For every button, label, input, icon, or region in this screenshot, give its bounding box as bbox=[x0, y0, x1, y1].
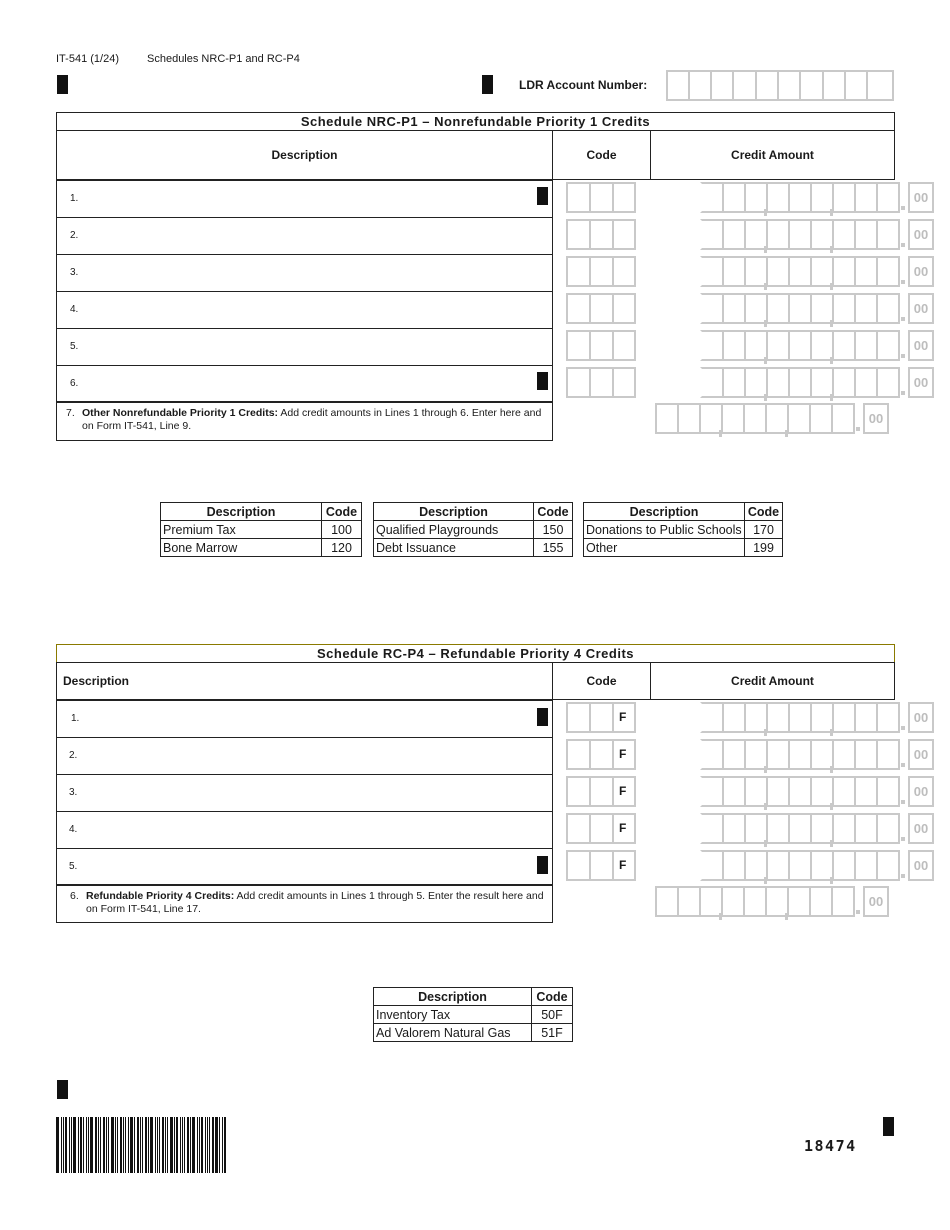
rc-line-amount-input[interactable] bbox=[700, 776, 900, 807]
table-row bbox=[374, 539, 573, 557]
decimal-mark bbox=[901, 206, 905, 210]
rc-line-cents: 00 bbox=[908, 776, 934, 807]
rc-total-desc: Add credit amounts in Lines 1 through 5. Enter the result here and on Form IT-541, Line 17. bbox=[86, 890, 544, 915]
nrc-line-row[interactable] bbox=[56, 217, 553, 255]
registration-mark bbox=[883, 1117, 894, 1136]
nrc-line-code-input[interactable] bbox=[566, 293, 636, 324]
nrc-line-number: 2. bbox=[70, 230, 79, 241]
rc-col-description: Description bbox=[63, 674, 130, 688]
nrc-code-desc: Qualified Playgrounds bbox=[374, 521, 534, 539]
nrc-line-cents: 00 bbox=[908, 219, 934, 250]
comma-mark bbox=[764, 320, 767, 327]
comma-mark bbox=[830, 320, 833, 327]
rc-line-code-suffix: F bbox=[619, 747, 627, 761]
rc-line-number: 3. bbox=[69, 787, 78, 798]
comma-mark bbox=[764, 877, 767, 884]
rc-code-value: 50F bbox=[531, 1006, 572, 1024]
rc-code-table bbox=[373, 987, 573, 1042]
ldr-account-input[interactable] bbox=[666, 70, 894, 101]
rc-total-amount-input[interactable] bbox=[655, 886, 855, 917]
rc-code-desc: Ad Valorem Natural Gas bbox=[374, 1024, 532, 1042]
nrc-code-table-code-header: Code bbox=[534, 503, 573, 521]
nrc-code-desc: Bone Marrow bbox=[161, 539, 322, 557]
rc-line-row[interactable] bbox=[56, 848, 553, 886]
comma-mark bbox=[764, 283, 767, 290]
nrc-line-number: 1. bbox=[70, 193, 79, 204]
table-row bbox=[161, 521, 362, 539]
decimal-mark bbox=[856, 427, 860, 431]
comma-mark bbox=[785, 913, 788, 920]
form-number: 18474 bbox=[804, 1137, 857, 1155]
rc-line-number: 4. bbox=[69, 824, 78, 835]
nrc-total-cents: 00 bbox=[863, 403, 889, 434]
nrc-code-value: 199 bbox=[745, 539, 783, 557]
rc-line-code-suffix: F bbox=[619, 784, 627, 798]
rc-total-text bbox=[86, 890, 546, 916]
comma-mark bbox=[764, 729, 767, 736]
nrc-line-amount-input[interactable] bbox=[700, 367, 900, 398]
comma-mark bbox=[830, 394, 833, 401]
nrc-line-cents: 00 bbox=[908, 367, 934, 398]
nrc-line-cents: 00 bbox=[908, 330, 934, 361]
rc-code-value: 51F bbox=[531, 1024, 572, 1042]
rc-line-row[interactable] bbox=[56, 774, 553, 812]
comma-mark bbox=[830, 766, 833, 773]
nrc-line-number: 4. bbox=[70, 304, 79, 315]
rc-code-table-desc-header: Description bbox=[374, 988, 532, 1006]
comma-mark bbox=[830, 283, 833, 290]
nrc-code-value: 150 bbox=[534, 521, 573, 539]
registration-mark bbox=[57, 1080, 68, 1099]
rc-col-amount: Credit Amount bbox=[731, 674, 814, 688]
table-row bbox=[374, 521, 573, 539]
table-row bbox=[584, 539, 783, 557]
nrc-line-code-input[interactable] bbox=[566, 219, 636, 250]
registration-mark bbox=[537, 708, 548, 726]
rc-line-row[interactable] bbox=[56, 811, 553, 849]
decimal-mark bbox=[901, 243, 905, 247]
comma-mark bbox=[764, 840, 767, 847]
nrc-col-amount: Credit Amount bbox=[731, 148, 814, 162]
nrc-line-amount-input[interactable] bbox=[700, 330, 900, 361]
comma-mark bbox=[764, 766, 767, 773]
rc-line-number: 5. bbox=[69, 861, 78, 872]
nrc-code-table bbox=[373, 502, 573, 557]
nrc-code-table bbox=[583, 502, 783, 557]
nrc-line-row[interactable] bbox=[56, 180, 553, 218]
rc-line-amount-input[interactable] bbox=[700, 739, 900, 770]
nrc-line-cents: 00 bbox=[908, 182, 934, 213]
nrc-line-row[interactable] bbox=[56, 254, 553, 292]
nrc-code-table-desc-header: Description bbox=[374, 503, 534, 521]
nrc-line-code-input[interactable] bbox=[566, 256, 636, 287]
nrc-code-table-code-header: Code bbox=[322, 503, 362, 521]
nrc-line-cents: 00 bbox=[908, 256, 934, 287]
rc-code-desc: Inventory Tax bbox=[374, 1006, 532, 1024]
nrc-total-amount-input[interactable] bbox=[655, 403, 855, 434]
nrc-line-row[interactable] bbox=[56, 365, 553, 403]
decimal-mark bbox=[901, 317, 905, 321]
registration-mark bbox=[57, 75, 68, 94]
rc-line-amount-input[interactable] bbox=[700, 813, 900, 844]
rc-total-bold: Refundable Priority 4 Credits: bbox=[86, 890, 235, 902]
comma-mark bbox=[764, 246, 767, 253]
nrc-code-value: 170 bbox=[745, 521, 783, 539]
rc-line-cents: 00 bbox=[908, 739, 934, 770]
rc-line-row[interactable] bbox=[56, 737, 553, 775]
nrc-code-table-code-header: Code bbox=[745, 503, 783, 521]
rc-total-num: 6. bbox=[70, 890, 79, 902]
form-id: IT-541 (1/24) bbox=[56, 53, 119, 65]
barcode bbox=[56, 1117, 228, 1173]
table-row bbox=[374, 1006, 573, 1024]
nrc-code-desc: Debt Issuance bbox=[374, 539, 534, 557]
nrc-line-number: 6. bbox=[70, 378, 79, 389]
rc-line-number: 1. bbox=[71, 713, 80, 724]
nrc-col-code: Code bbox=[586, 148, 617, 162]
nrc-line-number: 5. bbox=[70, 341, 79, 352]
rc-line-cents: 00 bbox=[908, 813, 934, 844]
registration-mark bbox=[537, 187, 548, 205]
nrc-code-value: 155 bbox=[534, 539, 573, 557]
decimal-mark bbox=[901, 874, 905, 878]
nrc-total-desc: Add credit amounts in Lines 1 through 6. Enter here and on Form IT-541, Line 9. bbox=[82, 407, 542, 432]
rc-title: Schedule RC-P4 – Refundable Priority 4 Credits bbox=[56, 644, 895, 663]
rc-line-cents: 00 bbox=[908, 850, 934, 881]
rc-line-amount-input[interactable] bbox=[700, 702, 900, 733]
nrc-code-desc: Other bbox=[584, 539, 745, 557]
comma-mark bbox=[785, 430, 788, 437]
decimal-mark bbox=[901, 763, 905, 767]
rc-line-code-suffix: F bbox=[619, 858, 627, 872]
rc-line-cents: 00 bbox=[908, 702, 934, 733]
decimal-mark bbox=[901, 280, 905, 284]
ldr-account-label: LDR Account Number: bbox=[519, 78, 648, 92]
comma-mark bbox=[830, 803, 833, 810]
nrc-line-amount-input[interactable] bbox=[700, 293, 900, 324]
nrc-code-table-desc-header: Description bbox=[584, 503, 745, 521]
comma-mark bbox=[830, 246, 833, 253]
decimal-mark bbox=[901, 391, 905, 395]
comma-mark bbox=[830, 877, 833, 884]
nrc-line-code-input[interactable] bbox=[566, 367, 636, 398]
decimal-mark bbox=[856, 910, 860, 914]
nrc-line-amount-input[interactable] bbox=[700, 256, 900, 287]
nrc-line-row[interactable] bbox=[56, 291, 553, 329]
nrc-total-text bbox=[82, 407, 546, 433]
rc-col-code: Code bbox=[586, 674, 617, 688]
table-row bbox=[584, 521, 783, 539]
comma-mark bbox=[719, 913, 722, 920]
form-title: Schedules NRC-P1 and RC-P4 bbox=[147, 53, 300, 65]
table-row bbox=[374, 1024, 573, 1042]
nrc-line-code-input[interactable] bbox=[566, 330, 636, 361]
nrc-col-description: Description bbox=[271, 148, 338, 162]
nrc-line-row[interactable] bbox=[56, 328, 553, 366]
table-row bbox=[161, 539, 362, 557]
decimal-mark bbox=[901, 354, 905, 358]
nrc-total-num: 7. bbox=[66, 407, 75, 419]
rc-line-row[interactable] bbox=[56, 700, 553, 738]
comma-mark bbox=[830, 729, 833, 736]
nrc-code-value: 120 bbox=[322, 539, 362, 557]
rc-code-table-code-header: Code bbox=[531, 988, 572, 1006]
decimal-mark bbox=[901, 726, 905, 730]
decimal-mark bbox=[901, 800, 905, 804]
comma-mark bbox=[830, 357, 833, 364]
rc-line-number: 2. bbox=[69, 750, 78, 761]
nrc-line-cents: 00 bbox=[908, 293, 934, 324]
nrc-total-bold: Other Nonrefundable Priority 1 Credits: bbox=[82, 407, 279, 419]
registration-mark bbox=[537, 372, 548, 390]
comma-mark bbox=[830, 209, 833, 216]
rc-description-header bbox=[56, 662, 553, 700]
nrc-code-desc: Premium Tax bbox=[161, 521, 322, 539]
comma-mark bbox=[764, 394, 767, 401]
nrc-line-amount-input[interactable] bbox=[700, 182, 900, 213]
comma-mark bbox=[764, 357, 767, 364]
comma-mark bbox=[764, 209, 767, 216]
nrc-code-value: 100 bbox=[322, 521, 362, 539]
registration-mark bbox=[537, 856, 548, 874]
nrc-line-amount-input[interactable] bbox=[700, 219, 900, 250]
nrc-line-code-input[interactable] bbox=[566, 182, 636, 213]
nrc-title: Schedule NRC-P1 – Nonrefundable Priority 1 Credits bbox=[56, 112, 895, 131]
rc-line-amount-input[interactable] bbox=[700, 850, 900, 881]
rc-line-code-suffix: F bbox=[619, 710, 627, 724]
comma-mark bbox=[830, 840, 833, 847]
rc-line-code-suffix: F bbox=[619, 821, 627, 835]
nrc-code-table bbox=[160, 502, 362, 557]
nrc-line-number: 3. bbox=[70, 267, 79, 278]
comma-mark bbox=[719, 430, 722, 437]
registration-mark bbox=[482, 75, 493, 94]
nrc-code-desc: Donations to Public Schools bbox=[584, 521, 745, 539]
decimal-mark bbox=[901, 837, 905, 841]
comma-mark bbox=[764, 803, 767, 810]
nrc-code-table-desc-header: Description bbox=[161, 503, 322, 521]
rc-total-cents: 00 bbox=[863, 886, 889, 917]
